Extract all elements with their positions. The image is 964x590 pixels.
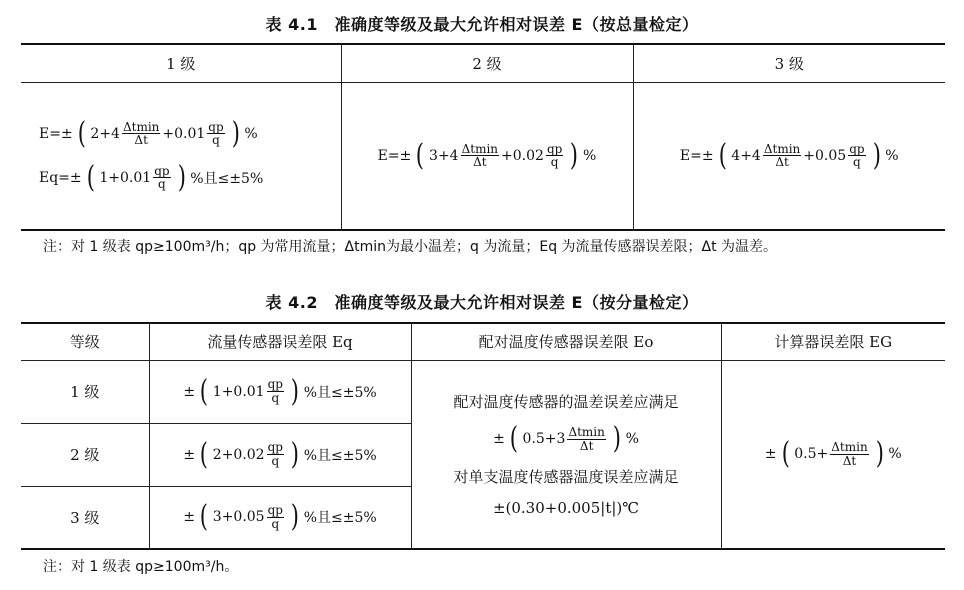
header-temp-sensor: 配对温度传感器误差限 Eo <box>411 323 721 360</box>
grade1-formula-cell <box>21 82 341 230</box>
grade-cell: 3 级 <box>21 486 149 549</box>
header-calculator: 计算器误差限 EG <box>721 323 945 360</box>
table1-note: 注：对 1 级表 qp≥100m³/h；qp 为常用流量；Δtmin为最小温差；q 为流量；Eq 为流量传感器误差限；Δt 为温差。 <box>43 239 778 255</box>
temp-pair-text: 配对温度传感器的温差误差应满足 <box>453 393 679 412</box>
header-grade-2: 2 级 <box>341 44 633 82</box>
temp-sensor-cell <box>411 360 721 549</box>
flow-error-cell: ± ( 2+0.02 $\frac{qp}{q}$ ) %且≤±5% <box>149 423 411 486</box>
header-grade-3: 3 级 <box>633 44 945 82</box>
flow-error-cell: ± ( 3+0.05 $\frac{qp}{q}$ ) %且≤±5% <box>149 486 411 549</box>
temp-single-text: 对单支温度传感器温度误差应满足 <box>453 468 679 487</box>
table1-caption: 表 4.1 准确度等级及最大允许相对误差 E（按总量检定） <box>265 15 699 34</box>
grade1-flow-error-formula: Eq=± ( 1+0.01 $\frac{qp}{q}$ ) %且≤±5% <box>39 159 264 195</box>
header-grade: 等级 <box>21 323 149 360</box>
grade-cell: 1 级 <box>21 360 149 423</box>
calculator-cell <box>721 360 945 549</box>
temp-single-formula: ±(0.30+0.005|t|)℃ <box>492 499 640 518</box>
accuracy-table-total <box>21 43 945 231</box>
header-grade-1: 1 级 <box>21 44 341 82</box>
grade3-error-formula: E=± ( 4+4 $\frac{\Delta tmin}{\Delta t}$ +0.05 $\frac{qp}{q}$ ) % <box>679 137 899 173</box>
table2-caption: 表 4.2 准确度等级及最大允许相对误差 E（按分量检定） <box>265 293 699 312</box>
header-flow-sensor: 流量传感器误差限 Eq <box>149 323 411 360</box>
temp-pair-formula: ± ( 0.5+3 $\frac{\Delta tmin}{\Delta t}$ ) % <box>493 421 639 457</box>
grade2-error-formula: E=± ( 3+4 $\frac{\Delta tmin}{\Delta t}$ +0.02 $\frac{qp}{q}$ ) % <box>377 137 597 173</box>
flow-error-cell: ± ( 1+0.01 $\frac{qp}{q}$ ) %且≤±5% <box>149 360 411 423</box>
calculator-formula: ± ( 0.5+ $\frac{\Delta tmin}{\Delta t}$ ) % <box>764 436 902 472</box>
table2-note: 注：对 1 级表 qp≥100m³/h。 <box>43 559 239 575</box>
accuracy-table-component <box>21 322 945 550</box>
grade1-error-formula: E=± ( 2+4 $\frac{\Delta tmin}{\Delta t}$ +0.01 $\frac{qp}{q}$ ) % <box>39 115 258 151</box>
grade2-formula-cell <box>341 82 633 230</box>
grade3-formula-cell <box>633 82 945 230</box>
grade-cell: 2 级 <box>21 423 149 486</box>
